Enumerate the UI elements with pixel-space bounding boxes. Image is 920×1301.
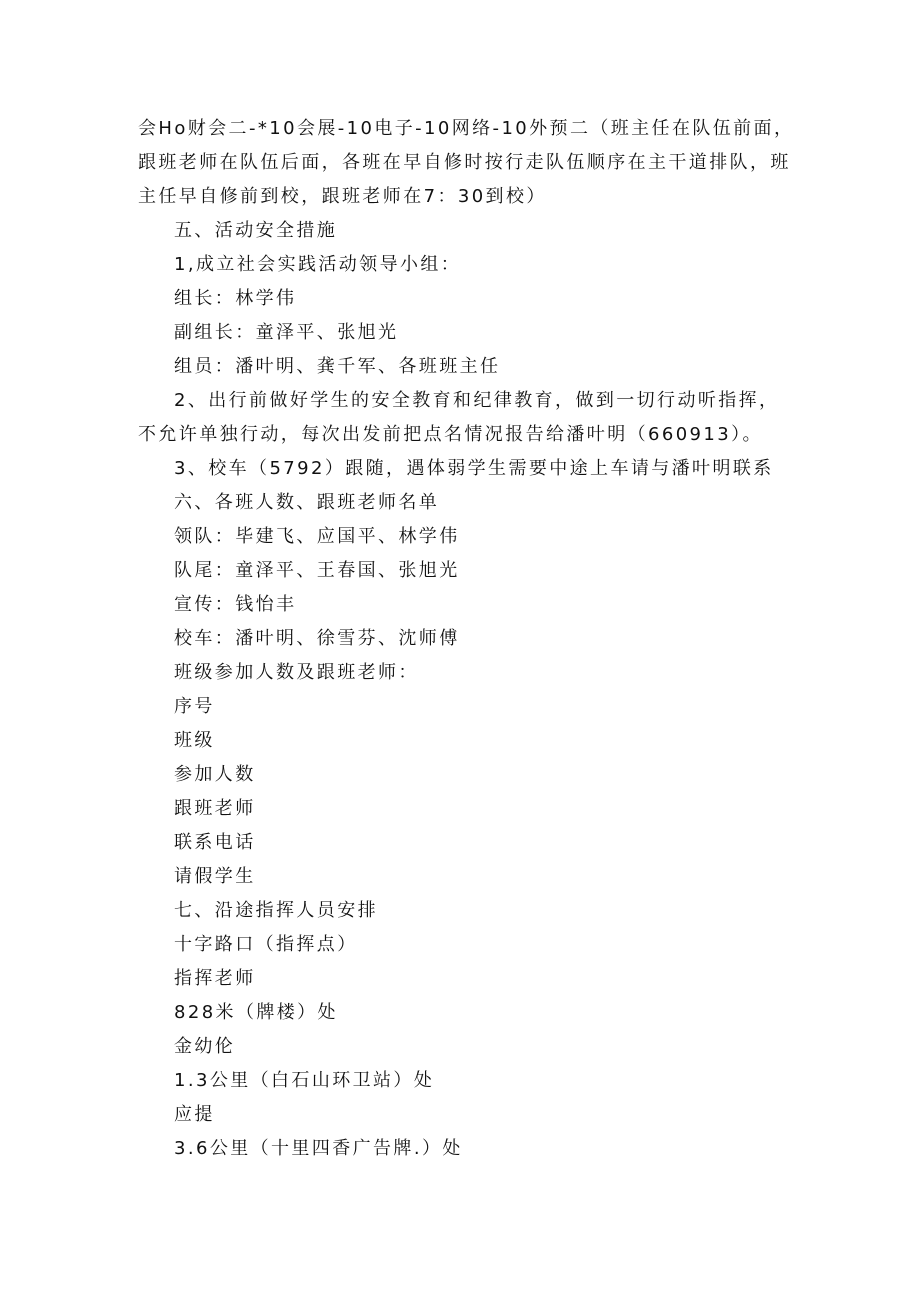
label-serial-number: 序号: [174, 696, 215, 717]
paragraph-group-leader: 组长：林学伟: [174, 288, 297, 309]
label-point-828m: 828米（牌楼）处: [174, 1002, 338, 1023]
paragraph-bus-staff: 校车：潘叶明、徐雪芬、沈师傅: [174, 628, 460, 649]
label-point-3-6km: 3.6公里（十里四香广告牌.）处: [174, 1138, 463, 1159]
heading-class-numbers: 六、各班人数、跟班老师名单: [174, 492, 440, 513]
heading-route-marshals: 七、沿途指挥人员安排: [174, 900, 378, 921]
label-absent-students: 请假学生: [174, 866, 256, 887]
paragraph-deputy-leader: 副组长：童泽平、张旭光: [174, 322, 399, 343]
label-contact-phone: 联系电话: [174, 832, 256, 853]
label-participant-count: 参加人数: [174, 764, 256, 785]
label-accompanying-teacher: 跟班老师: [174, 798, 256, 819]
paragraph-team-lead: 领队：毕建飞、应国平、林学伟: [174, 526, 460, 547]
paragraph-team-tail: 队尾：童泽平、王春国、张旭光: [174, 560, 460, 581]
label-teacher-jin: 金幼伦: [174, 1036, 236, 1057]
paragraph-leadership-group: 1,成立社会实践活动领导小组：: [174, 254, 462, 275]
paragraph-publicity: 宣传：钱怡丰: [174, 594, 297, 615]
label-marshal-teacher: 指挥老师: [174, 968, 256, 989]
paragraph-safety-education: 2、出行前做好学生的安全教育和纪律教育，做到一切行动听指挥，不允许单独行动，每次出发前把点名情况报告给潘叶明（660913）。: [138, 390, 780, 445]
label-class: 班级: [174, 730, 215, 751]
paragraph-group-members: 组员：潘叶明、龚千军、各班班主任: [174, 356, 501, 377]
paragraph-lineup-order: 会Ho财会二-*10会展-10电子-10网络-10外预二（班主任在队伍前面，跟班老师在队伍后面，各班在早自修时按行走队伍顺序在主干道排队，班主任早自修前到校，跟班老师在7：30到校）: [138, 118, 795, 207]
label-teacher-ying: 应提: [174, 1104, 215, 1125]
label-point-1-3km: 1.3公里（白石山环卫站）处: [174, 1070, 435, 1091]
heading-safety-measures: 五、活动安全措施: [174, 220, 338, 241]
paragraph-class-participants: 班级参加人数及跟班老师：: [174, 662, 419, 683]
paragraph-school-bus: 3、校车（5792）跟随，遇体弱学生需要中途上车请与潘叶明联系: [174, 458, 774, 479]
label-crossroad-point: 十字路口（指挥点）: [174, 934, 358, 955]
